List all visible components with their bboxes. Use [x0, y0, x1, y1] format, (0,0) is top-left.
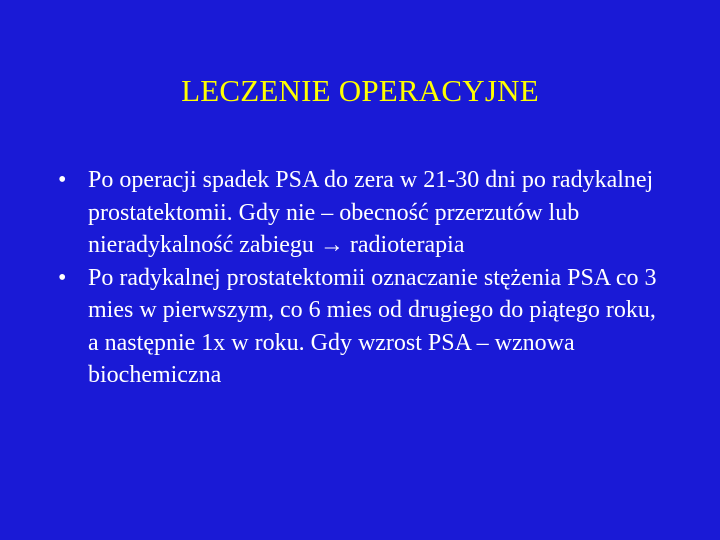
bullet-item: [58, 262, 668, 392]
bullet-item: [58, 164, 668, 262]
bullet-text: Po operacji spadek PSA do zera w 21-30 dni po radykalnej prostatektomii. Gdy nie – obecność przerzutów lub nieradykalność zabiegu → radioterapia: [88, 167, 654, 258]
slide-title: LECZENIE OPERACYJNE: [181, 73, 539, 108]
bullet-list: [58, 164, 668, 392]
bullet-text: Po radykalnej prostatektomii oznaczanie stężenia PSA co 3 mies w pierwszym, co 6 mies od drugiego do piątego roku, a następnie 1x w roku. Gdy wzrost PSA – wznowa biochemiczna: [88, 264, 657, 388]
bullet-icon: •: [58, 264, 67, 291]
bullet-icon: •: [58, 167, 67, 193]
